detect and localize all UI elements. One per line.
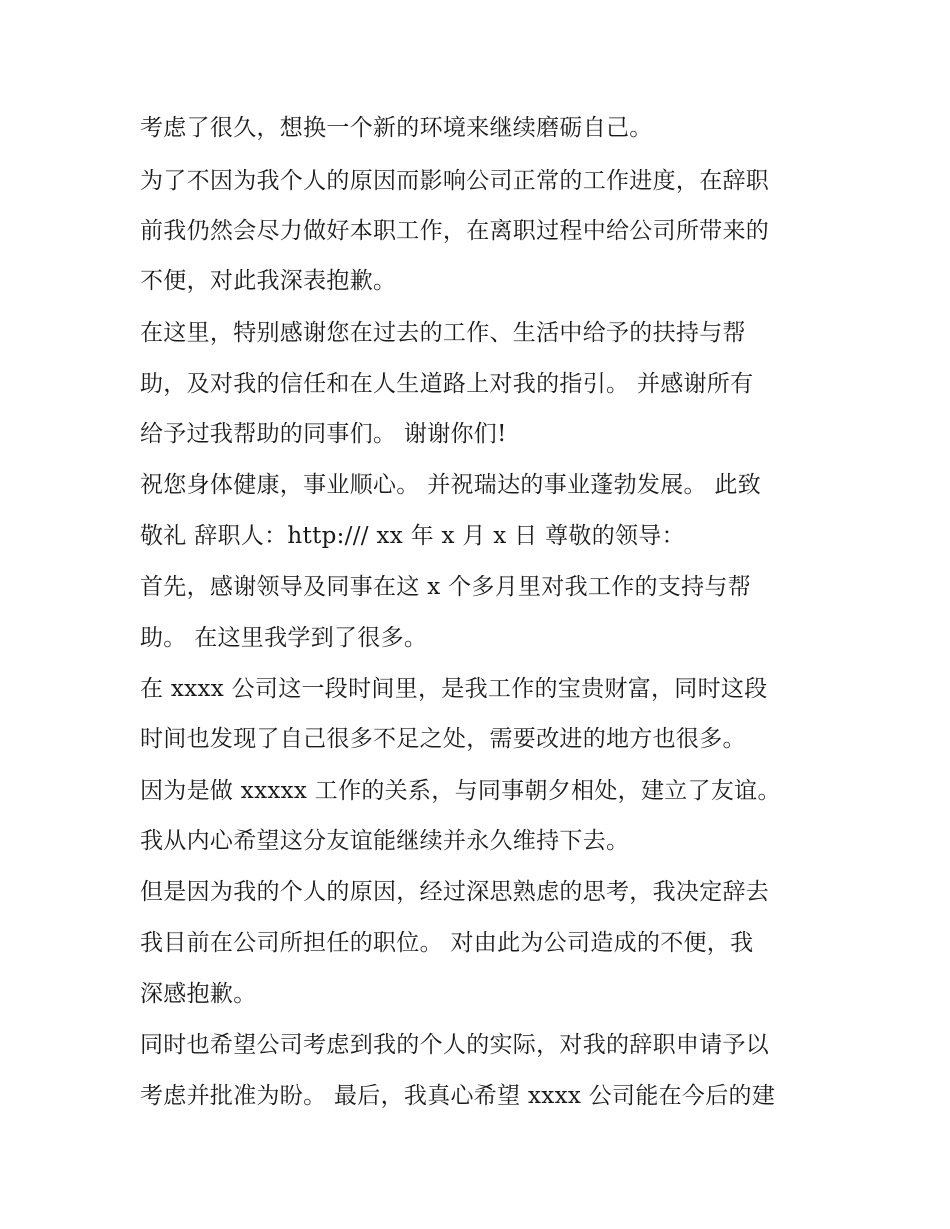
text-line: 在这里，特别感谢您在过去的工作、生活中给予的扶持与帮 <box>140 320 746 346</box>
text-line: 前我仍然会尽力做好本职工作，在离职过程中给公司所带来的 <box>140 218 770 244</box>
text-line: 助，及对我的信任和在人生道路上对我的指引。 并感谢所有 <box>140 371 754 397</box>
text-line: 同时也希望公司考虑到我的个人的实际，对我的辞职申请予以 <box>140 1032 770 1058</box>
text-line: 首先，感谢领导及同事在这 x 个多月里对我工作的支持与帮 <box>140 574 751 600</box>
text-line: 敬礼 辞职人：http:/// xx 年 x 月 x 日 尊敬的领导： <box>140 523 685 549</box>
text-line: 我目前在公司所担任的职位。 对由此为公司造成的不便，我 <box>140 930 754 956</box>
text-line: 因为是做 xxxxx 工作的关系，与同事朝夕相处，建立了友谊。 <box>140 778 781 804</box>
text-line: 我从内心希望这分友谊能继续并永久维持下去。 <box>140 828 630 854</box>
text-line: 但是因为我的个人的原因，经过深思熟虑的思考，我决定辞去 <box>140 879 770 905</box>
text-line: 为了不因为我个人的原因而影响公司正常的工作进度，在辞职 <box>140 168 770 194</box>
text-line: 时间也发现了自己很多不足之处，需要改进的地方也很多。 <box>140 726 746 752</box>
text-line: 在 xxxx 公司这一段时间里，是我工作的宝贵财富，同时这段 <box>140 676 768 702</box>
text-line: 考虑并批准为盼。 最后，我真心希望 xxxx 公司能在今后的建 <box>140 1083 776 1109</box>
text-line: 祝您身体健康，事业顺心。 并祝瑞达的事业蓬勃发展。 此致 <box>140 472 762 498</box>
text-line: 给予过我帮助的同事们。 谢谢你们! <box>140 421 507 447</box>
text-line: 助。 在这里我学到了很多。 <box>140 625 428 651</box>
text-line: 不便，对此我深表抱歉。 <box>140 268 397 294</box>
text-line: 考虑了很久，想换一个新的环境来继续磨砺自己。 <box>140 115 653 141</box>
text-line: 深感抱歉。 <box>140 981 257 1007</box>
